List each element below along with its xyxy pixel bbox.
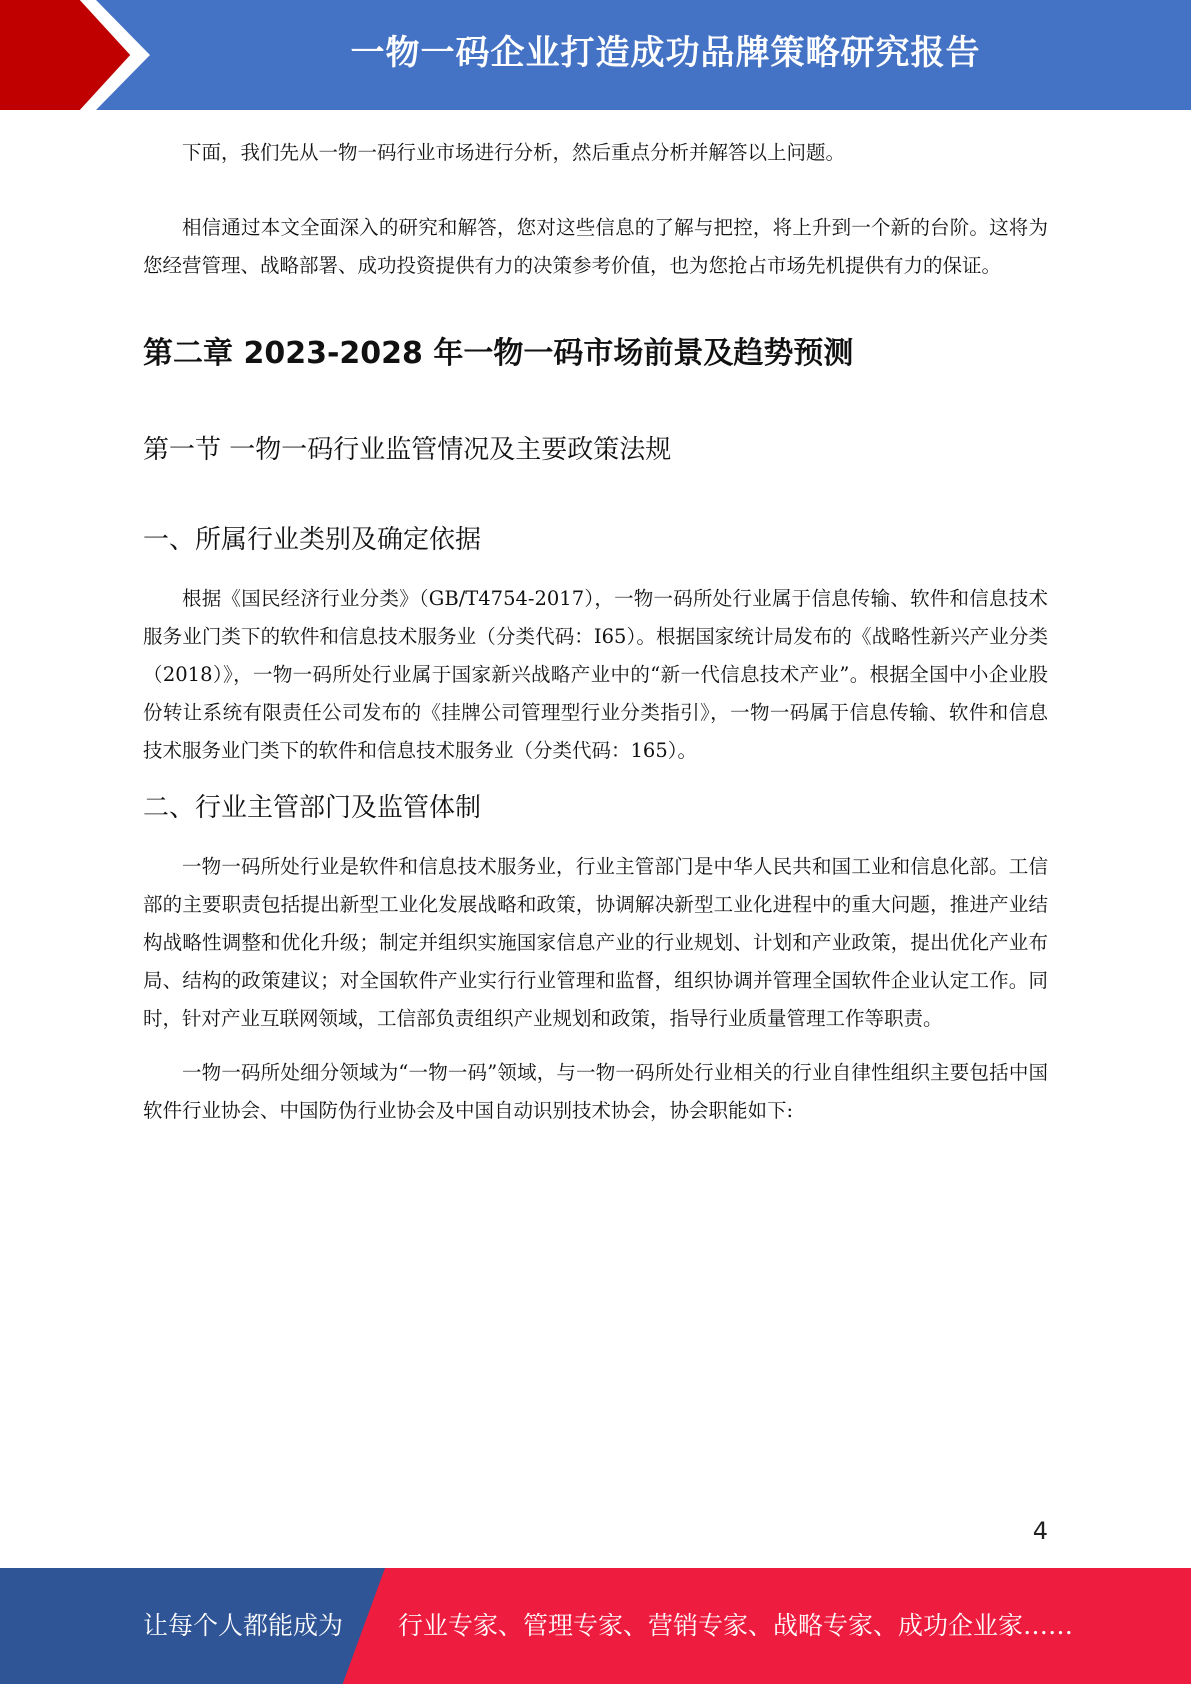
intro-paragraph: 相信通过本文全面深入的研究和解答，您对这些信息的了解与把控，将上升到一个新的台阶。这将为您经营管理、战略部署、成功投资提供有力的决策参考价值，也为您抢占市场先机提供有力的保证。: [143, 216, 1048, 277]
document-body: [143, 134, 1048, 1130]
footer-slogan-right: 行业专家、管理专家、营销专家、战略专家、成功企业家……: [398, 1611, 1074, 1640]
section-title: 第一节 一物一码行业监管情况及主要政策法规: [143, 435, 672, 465]
subsection-title: 二、行业主管部门及监管体制: [143, 793, 482, 823]
intro-paragraph: 下面，我们先从一物一码行业市场进行分析，然后重点分析并解答以上问题。: [182, 141, 846, 164]
body-paragraph: 一物一码所处细分领域为“一物一码”领域，与一物一码所处行业相关的行业自律性组织主要包括中国软件行业协会、中国防伪行业协会及中国自动识别技术协会，协会职能如下:: [143, 1061, 1048, 1122]
footer-banner: [0, 1568, 1191, 1684]
subsection-title: 一、所属行业类别及确定依据: [143, 525, 482, 555]
report-title: 一物一码企业打造成功品牌策略研究报告: [350, 33, 981, 73]
body-paragraph: 一物一码所处行业是软件和信息技术服务业，行业主管部门是中华人民共和国工业和信息化部。工信部的主要职责包括提出新型工业化发展战略和政策，协调解决新型工业化进程中的重大问题，推进产业结构战略性调整和优化升级；制定并组织实施国家信息产业的行业规划、计划和产业政策，提出优化产业布局、结构的政策建议；对全国软件产业实行行业管理和监督，组织协调并管理全国软件企业认定工作。同时，针对产业互联网领域，工信部负责组织产业规划和政策，指导行业质量管理工作等职责。: [143, 855, 1048, 1030]
header-arrow-icon: [0, 0, 140, 110]
body-paragraph: 根据《国民经济行业分类》（GB/T4754-2017），一物一码所处行业属于信息传输、软件和信息技术服务业门类下的软件和信息技术服务业（分类代码：I65）。根据国家统计局发布的《战略性新兴产业分类（2018）》，一物一码所处行业属于国家新兴战略产业中的“新一代信息技术产业”。根据全国中小企业股份转让系统有限责任公司发布的《挂牌公司管理型行业分类指引》，一物一码属于信息传输、软件和信息技术服务业门类下的软件和信息技术服务业（分类代码：165）。: [143, 587, 1048, 762]
page-number: 4: [1032, 1517, 1048, 1545]
footer-slogan-left: 让每个人都能成为: [143, 1611, 344, 1640]
header-banner: [0, 0, 1191, 110]
chapter-title: 第二章 2023-2028 年一物一码市场前景及趋势预测: [143, 336, 854, 371]
